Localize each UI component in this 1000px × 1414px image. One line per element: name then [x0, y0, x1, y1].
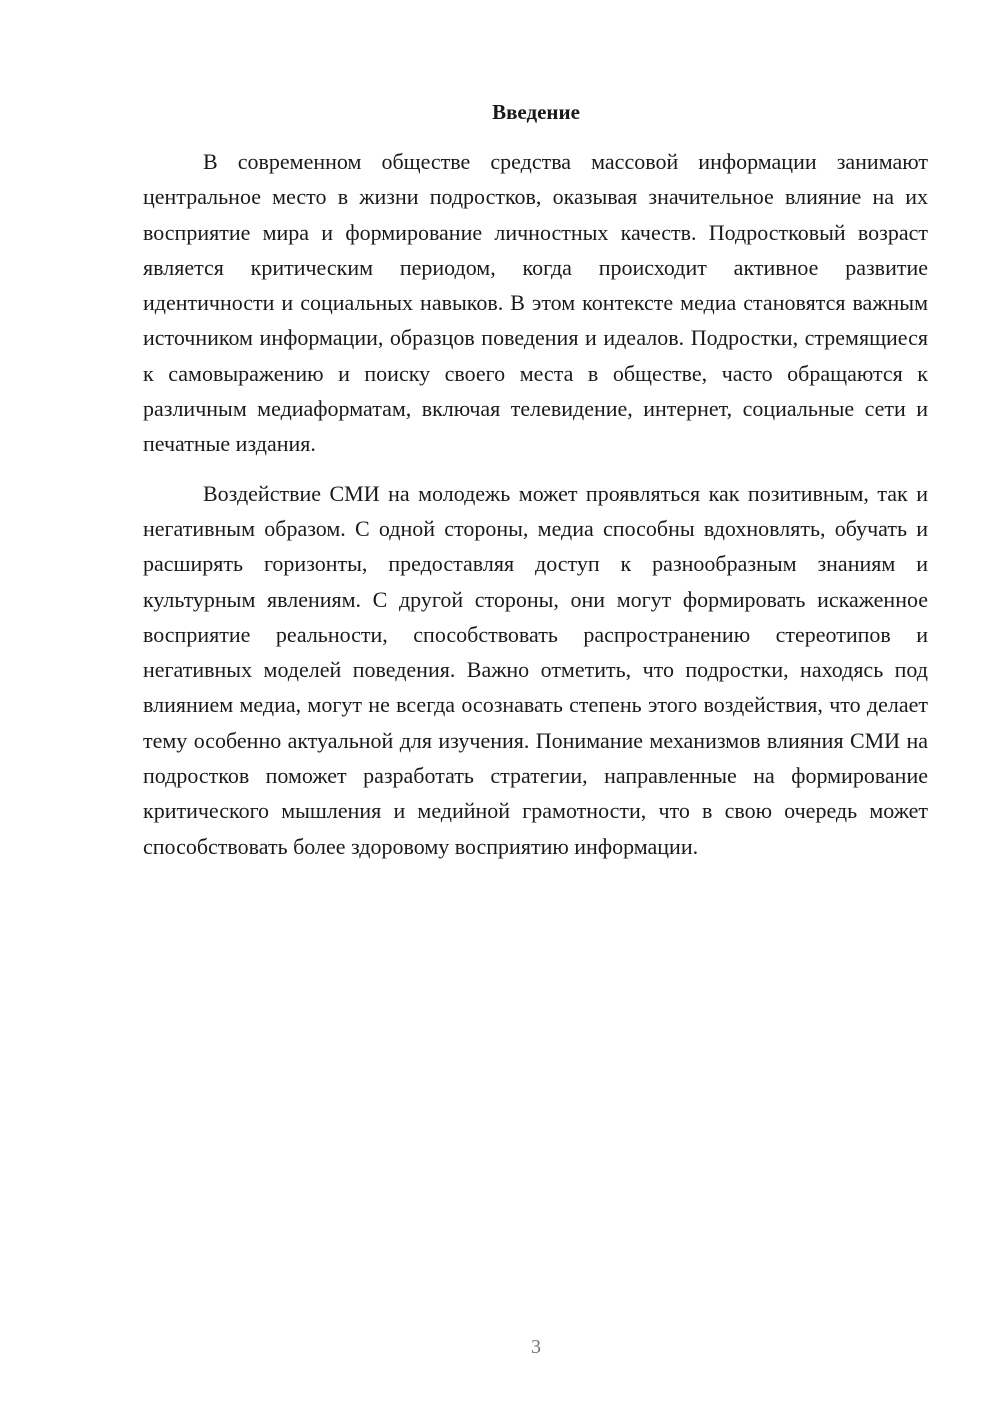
paragraph-intro: В современном обществе средства массовой информации занимают центральное место в жизни подростков, оказывая значительное влияние на их восприятие мира и формирование личностных качеств. Подростковый возраст является критическим периодом, когда происходит активное развитие идентичности и социальных навыков. В этом контексте медиа становятся важным источником информации, образцов поведения и идеалов. Подростки, стремящиеся к самовыражению и поиску своего места в обществе, часто обращаются к различным медиаформатам, включая телевидение, интернет, социальные сети и печатные издания. — [143, 149, 928, 457]
section-heading: Введение — [492, 100, 580, 124]
paragraph-media-impact: Воздействие СМИ на молодежь может проявляться как позитивным, так и негативным образом. С одной стороны, медиа способны вдохновлять, обучать и расширять горизонты, предоставляя доступ к разнообразным знаниям и культурным явлениям. С другой стороны, они могут формировать искаженное восприятие реальности, способствовать распространению стереотипов и негативных моделей поведения. Важно отметить, что подростки, находясь под влиянием медиа, могут не всегда осознавать степень этого воздействия, что делает тему особенно актуальной для изучения. Понимание механизмов влияния СМИ на подростков поможет разработать стратегии, направленные на формирование критического мышления и медийной грамотности, что в свою очередь может способствовать более здоровому восприятию информации. — [143, 480, 928, 859]
page-number: 3 — [531, 1336, 541, 1358]
body-text — [143, 144, 928, 864]
